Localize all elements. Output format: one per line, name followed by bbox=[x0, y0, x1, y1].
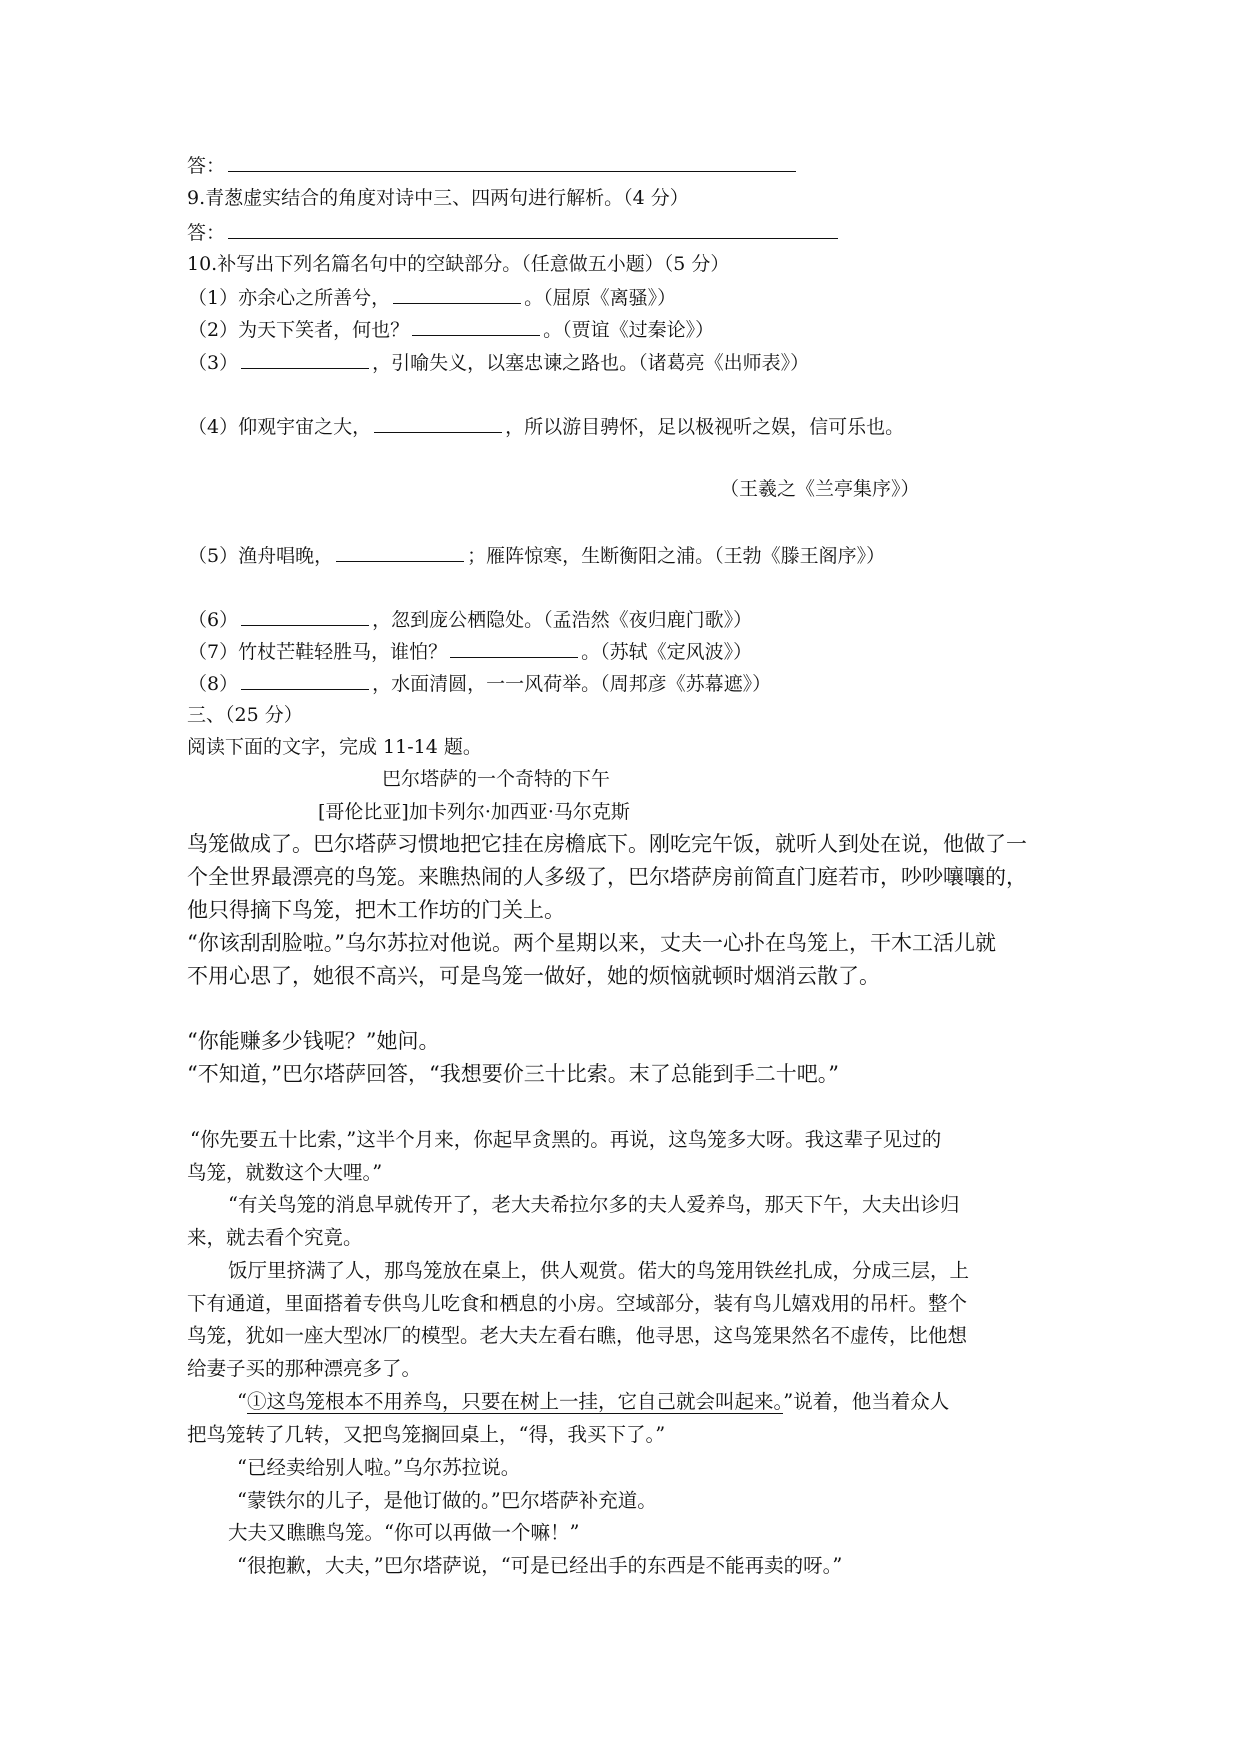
story-paragraph-line: 鸟笼，犹如一座大型冰厂的模型。老大夫左看右瞧，他寻思，这鸟笼果然名不虚传，比他想 bbox=[187, 1324, 968, 1347]
question-10-item-4-source: （王羲之《兰亭集序》） bbox=[720, 478, 920, 500]
fill-blank[interactable] bbox=[374, 413, 502, 433]
story-paragraph-line: 鸟笼，就数这个大哩。” bbox=[187, 1161, 383, 1184]
open-quote: “ bbox=[237, 1390, 247, 1413]
fill-blank[interactable] bbox=[336, 542, 464, 562]
story-paragraph-line: 大夫又瞧瞧鸟笼。“你可以再做一个嘛！” bbox=[228, 1521, 580, 1544]
fill-blank[interactable] bbox=[241, 349, 369, 369]
story-paragraph-line: “你该刮刮脸啦。”乌尔苏拉对他说。两个星期以来，丈夫一心扑在鸟笼上，干木工活儿就 bbox=[187, 931, 996, 955]
story-paragraph-line-underlined bbox=[237, 1390, 949, 1414]
fill-blank[interactable] bbox=[393, 284, 521, 304]
story-paragraph-line: 鸟笼做成了。巴尔塔萨习惯地把它挂在房檐底下。刚吃完午饭，就听人到处在说，他做了一 bbox=[187, 832, 1027, 856]
answer-line-q9 bbox=[187, 219, 841, 245]
fill-blank[interactable] bbox=[412, 316, 540, 336]
question-10-item-5 bbox=[188, 542, 885, 568]
answer-line-q8 bbox=[187, 152, 799, 178]
story-paragraph-line: 给妻子买的那种漂亮多了。 bbox=[187, 1357, 422, 1380]
fill-blank[interactable] bbox=[241, 606, 369, 626]
item-number: （5） bbox=[188, 545, 239, 567]
question-10-item-8 bbox=[188, 670, 771, 696]
item-number: （8） bbox=[188, 673, 239, 695]
answer-label: 答： bbox=[187, 222, 226, 244]
question-10-item-3 bbox=[188, 349, 809, 375]
story-paragraph-line: 个全世界最漂亮的鸟笼。来瞧热闹的人多级了，巴尔塔萨房前简直门庭若市，吵吵嚷嚷的， bbox=[187, 865, 1027, 889]
fill-blank[interactable] bbox=[450, 638, 578, 658]
item-text-before: 亦余心之所善兮， bbox=[238, 287, 391, 309]
item-text-after: ，所以游目骋怀，足以极视听之娱，信可乐也。 bbox=[505, 416, 905, 438]
answer-blank[interactable] bbox=[228, 219, 838, 239]
question-10-item-4 bbox=[188, 413, 904, 439]
reading-instruction: 阅读下面的文字，完成 11-14 题。 bbox=[187, 736, 482, 758]
story-paragraph-line: 不用心思了，她很不高兴，可是鸟笼一做好，她的烦恼就顿时烟消云散了。 bbox=[187, 964, 880, 988]
story-paragraph-line: 来，就去看个究竟。 bbox=[187, 1226, 363, 1249]
item-text-before: 仰观宇宙之大， bbox=[238, 416, 372, 438]
item-text-after: ，引喻失义，以塞忠谏之路也。（诸葛亮《出师表》） bbox=[372, 352, 810, 374]
item-number: （1） bbox=[188, 287, 239, 309]
item-number: （3） bbox=[188, 352, 239, 374]
question-10-item-2 bbox=[188, 316, 714, 342]
story-paragraph-line: “你能赚多少钱呢？”她问。 bbox=[187, 1029, 440, 1053]
answer-blank[interactable] bbox=[228, 152, 796, 172]
story-paragraph-line: “已经卖给别人啦。”乌尔苏拉说。 bbox=[237, 1456, 521, 1479]
item-text-after: ，忽到庞公栖隐处。（孟浩然《夜归鹿门歌》） bbox=[372, 609, 753, 631]
item-text-after: 。（屈原《离骚》） bbox=[524, 287, 677, 309]
story-paragraph-line: 把鸟笼转了几转，又把鸟笼搁回桌上，“得，我买下了。” bbox=[187, 1423, 666, 1446]
story-paragraph-line: 下有通道，里面搭着专供鸟儿吃食和栖息的小房。空域部分，装有鸟儿嬉戏用的吊杆。整个 bbox=[187, 1292, 968, 1315]
section-heading: 三、（25 分） bbox=[187, 704, 303, 726]
item-text-before: 竹杖芒鞋轻胜马，谁怕？ bbox=[238, 641, 448, 663]
story-paragraph-line: 饭厅里挤满了人，那鸟笼放在桌上，供人观赏。偌大的鸟笼用铁丝扎成，分成三层，上 bbox=[228, 1259, 970, 1282]
question-10-header: 10.补写出下列名篇名句中的空缺部分。（任意做五小题）（5 分） bbox=[187, 253, 730, 275]
story-author: [哥伦比亚]加卡列尔·加西亚·马尔克斯 bbox=[318, 801, 630, 823]
story-title: 巴尔塔萨的一个奇特的下午 bbox=[382, 768, 611, 790]
question-10-item-1 bbox=[188, 284, 676, 310]
question-10-item-6 bbox=[188, 606, 752, 632]
story-paragraph-line: “你先要五十比索，”这半个月来，你起早贪黑的。再说，这鸟笼多大呀。我这辈子见过的 bbox=[190, 1128, 942, 1151]
story-paragraph-line: “很抱歉，大夫，”巴尔塔萨说，“可是已经出手的东西是不能再卖的呀。” bbox=[237, 1554, 843, 1577]
sentence-tail: ”说着，他当着众人 bbox=[783, 1390, 950, 1413]
item-number: （7） bbox=[188, 641, 239, 663]
story-paragraph-line: “蒙铁尔的儿子，是他订做的。”巴尔塔萨补充道。 bbox=[237, 1489, 657, 1512]
question-9: 9.青葱虚实结合的角度对诗中三、四两句进行解析。（4 分） bbox=[187, 187, 689, 209]
item-text-before: 为天下笑者，何也？ bbox=[238, 319, 410, 341]
item-number: （4） bbox=[188, 416, 239, 438]
story-paragraph-line: “有关鸟笼的消息早就传开了，老大夫希拉尔多的夫人爱养鸟，那天下午，大夫出诊归 bbox=[228, 1193, 960, 1216]
story-paragraph-line: 他只得摘下鸟笼，把木工作坊的门关上。 bbox=[187, 898, 565, 922]
item-number: （2） bbox=[188, 319, 239, 341]
item-text-before: 渔舟唱晚， bbox=[238, 545, 334, 567]
item-text-after: ，水面清圆，一一风荷举。（周邦彦《苏幕遮》） bbox=[372, 673, 772, 695]
item-text-after: 。（苏轼《定风波》） bbox=[581, 641, 753, 663]
answer-label: 答： bbox=[187, 155, 226, 177]
fill-blank[interactable] bbox=[241, 670, 369, 690]
question-10-item-7 bbox=[188, 638, 752, 664]
item-text-after: ；雁阵惊寒，生断衡阳之浦。（王勃《滕王阁序》） bbox=[467, 545, 886, 567]
story-paragraph-line: “不知道，”巴尔塔萨回答，“我想要价三十比索。末了总能到手二十吧。” bbox=[187, 1062, 839, 1086]
item-number: （6） bbox=[188, 609, 239, 631]
underlined-sentence-1: ①这鸟笼根本不用养鸟，只要在树上一挂，它自己就会叫起来。 bbox=[246, 1390, 784, 1413]
item-text-after: 。（贾谊《过秦论》） bbox=[543, 319, 715, 341]
